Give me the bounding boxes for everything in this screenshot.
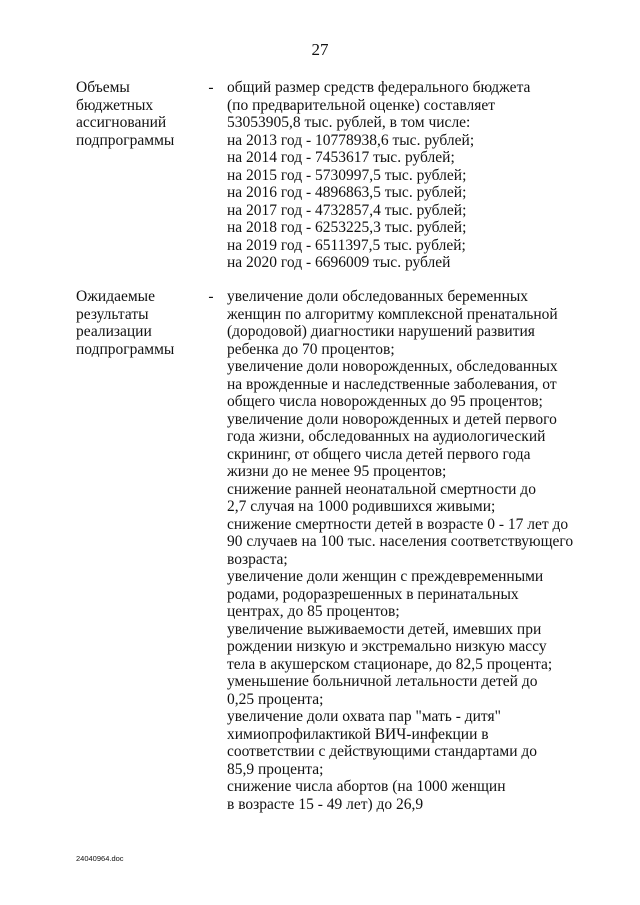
file-name-footer: 24040964.doc — [76, 854, 124, 863]
results-text-line: родами, родоразрешенных в перинатальных — [227, 585, 519, 603]
results-text-line: снижение числа абортов (на 1000 женщин — [227, 778, 506, 795]
results-text-line: скрининг, от общего числа детей первого года — [227, 445, 531, 463]
page-number: 27 — [311, 40, 329, 59]
budget-text-line: на 2017 год - 4732857,4 тыс. рублей; — [227, 201, 467, 219]
results-text-line: увеличение доли женщин с преждевременными — [227, 568, 544, 585]
results-text-line: 2,7 случая на 1000 родившихся живыми; — [227, 498, 496, 515]
results-text-line: тела в акушерском стационаре, до 82,5 процента; — [227, 655, 553, 673]
results-label — [76, 288, 204, 358]
budget-text-line: на 2019 год - 6511397,5 тыс. рублей; — [227, 236, 466, 254]
results-label-line: результаты — [76, 305, 149, 323]
budget-text-line: (по предварительной оценке) составляет — [227, 96, 496, 114]
results-text-line: увеличение доли новорожденных, обследованных — [227, 358, 558, 375]
budget-dash: - — [208, 79, 214, 96]
budget-label-line: ассигнований — [76, 114, 167, 131]
results-text-line: 90 случаев на 100 тыс. населения соответствующего — [227, 533, 574, 550]
results-text-line: жизни до не менее 95 процентов; — [227, 463, 447, 480]
results-text-line: возраста; — [227, 550, 288, 568]
budget-text-line: общий размер средств федерального бюджета — [227, 79, 531, 96]
budget-text-line: на 2020 год - 6696009 тыс. рублей — [227, 254, 451, 271]
results-text-line: 0,25 процента; — [227, 690, 324, 708]
budget-text-line: на 2015 год - 5730997,5 тыс. рублей; — [227, 166, 467, 184]
results-text-line: рождении низкую и экстремально низкую массу — [227, 638, 547, 655]
budget-label-line: подпрограммы — [76, 131, 175, 149]
results-text-line: увеличение доли новорожденных и детей первого — [227, 410, 557, 428]
results-text-line: увеличение доли обследованных беременных — [227, 288, 529, 305]
budget-text-line: 53053905,8 тыс. рублей, в том числе: — [227, 114, 471, 131]
results-text-line: снижение смертности детей в возрасте 0 - 17 лет до — [227, 515, 569, 533]
results-text-line: центрах, до 85 процентов; — [227, 603, 400, 620]
results-text-line: года жизни, обследованных на аудиологический — [227, 428, 546, 445]
results-text-line: на врожденные и наследственные заболевания, от — [227, 375, 557, 393]
results-text-line: ребенка до 70 процентов; — [227, 340, 395, 358]
budget-label — [76, 79, 204, 149]
results-text-line: увеличение выживаемости детей, имевших при — [227, 620, 542, 638]
budget-label-line: бюджетных — [76, 96, 154, 114]
results-text-line: общего числа новорожденных до 95 процентов; — [227, 393, 543, 410]
results-text-line: соответствии с действующими стандартами до — [227, 743, 538, 760]
budget-text-line: на 2013 год - 10778938,6 тыс. рублей; — [227, 131, 475, 149]
results-label-line: подпрограммы — [76, 340, 175, 358]
results-text-line: 85,9 процента; — [227, 760, 324, 778]
results-text-line: уменьшение больничной летальности детей до — [227, 673, 538, 690]
results-dash: - — [208, 288, 214, 305]
results-text-line: женщин по алгоритму комплексной пренатальной — [227, 305, 558, 323]
results-text-line: в возрасте 15 - 49 лет) до 26,9 — [227, 795, 424, 813]
results-text-line: снижение ранней неонатальной смертности до — [227, 480, 536, 498]
results-label-line: Ожидаемые — [76, 288, 155, 305]
budget-content — [227, 79, 577, 272]
budget-label-line: Объемы — [76, 79, 130, 96]
results-content — [227, 288, 577, 813]
budget-text-line: на 2016 год - 4896863,5 тыс. рублей; — [227, 184, 467, 201]
results-text-line: увеличение доли охвата пар "мать - дитя" — [227, 708, 501, 725]
budget-text-line: на 2014 год - 7453617 тыс. рублей; — [227, 149, 455, 166]
results-text-line: химиопрофилактикой ВИЧ-инфекции в — [227, 725, 489, 743]
results-label-line: реализации — [76, 323, 152, 340]
budget-text-line: на 2018 год - 6253225,3 тыс. рублей; — [227, 219, 467, 236]
results-text-line: (дородовой) диагностики нарушений развития — [227, 323, 535, 340]
